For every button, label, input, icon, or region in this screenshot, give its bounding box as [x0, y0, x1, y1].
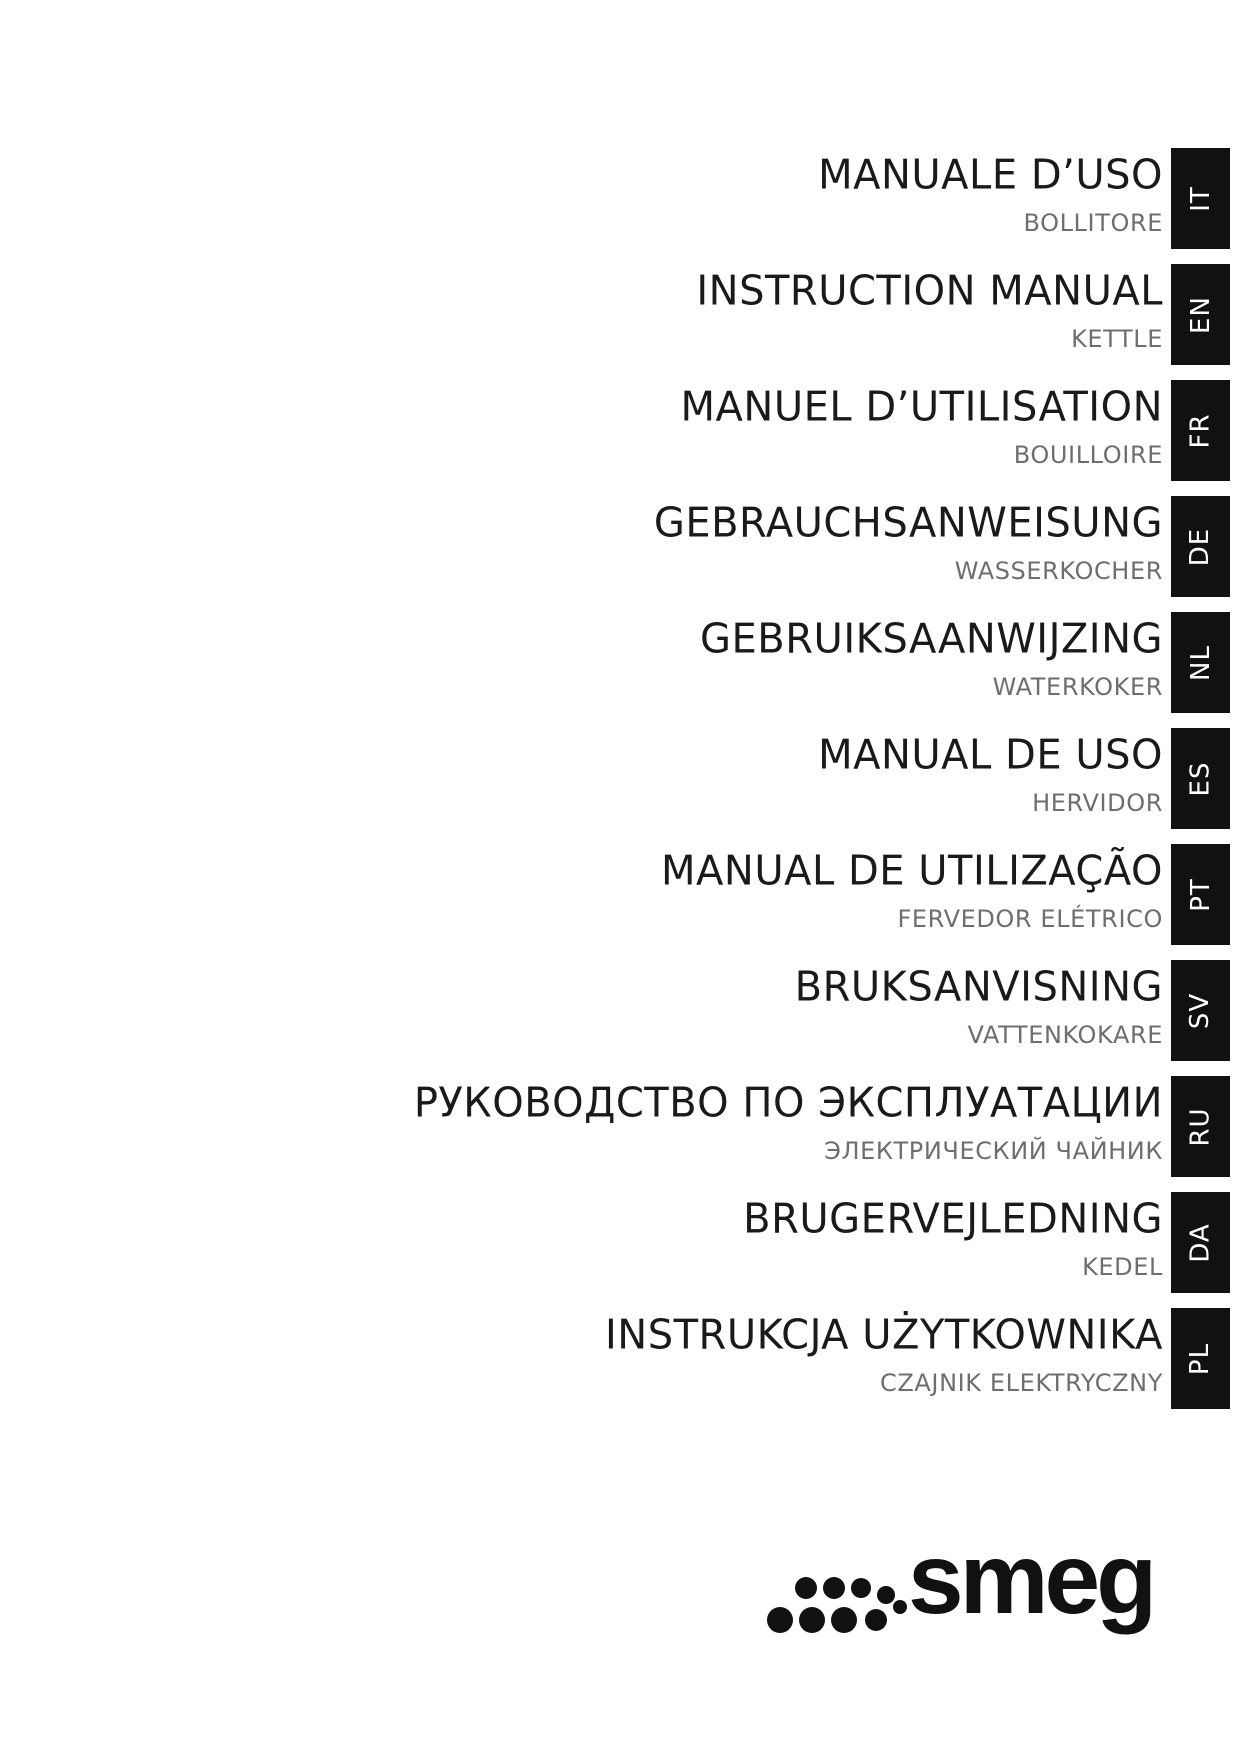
manual-title: GEBRAUCHSANWEISUNG [653, 499, 1163, 547]
section-ru [0, 1076, 1241, 1192]
product-name: ЭЛЕКТРИЧЕСКИЙ ЧАЙНИК [824, 1137, 1163, 1165]
product-name: CZAJNIK ELEKTRYCZNY [879, 1369, 1163, 1397]
language-tab-en [1171, 264, 1230, 365]
language-code: RU [1185, 1106, 1216, 1147]
product-name: VATTENKOKARE [967, 1021, 1163, 1049]
language-code: PL [1185, 1342, 1216, 1375]
section-de [0, 496, 1241, 612]
smeg-dots-icon [760, 1545, 910, 1655]
language-code: EN [1185, 295, 1216, 334]
language-tab-it [1171, 148, 1230, 249]
language-tab-de [1171, 496, 1230, 597]
manual-title: INSTRUCTION MANUAL [696, 267, 1163, 315]
product-name: KETTLE [1071, 325, 1163, 353]
section-fr [0, 380, 1241, 496]
language-tab-sv [1171, 960, 1230, 1061]
language-tab-pt [1171, 844, 1230, 945]
manual-title: INSTRUKCJA UŻYTKOWNIKA [605, 1311, 1163, 1359]
language-code: FR [1185, 412, 1216, 449]
section-en [0, 264, 1241, 380]
language-tab-es [1171, 728, 1230, 829]
product-name: HERVIDOR [1032, 789, 1163, 817]
smeg-logo [760, 1523, 1170, 1655]
language-tab-ru [1171, 1076, 1230, 1177]
product-name: BOUILLOIRE [1013, 441, 1163, 469]
language-code: PT [1185, 877, 1216, 912]
manual-title: MANUAL DE UTILIZAÇÃO [661, 847, 1163, 895]
language-tab-da [1171, 1192, 1230, 1293]
manual-title: MANUAL DE USO [818, 731, 1163, 779]
language-code: DE [1185, 527, 1216, 566]
language-code: NL [1185, 644, 1216, 681]
section-it [0, 148, 1241, 264]
manual-title: GEBRUIKSAANWIJZING [700, 615, 1163, 663]
section-sv [0, 960, 1241, 1076]
section-pt [0, 844, 1241, 960]
section-da [0, 1192, 1241, 1308]
product-name: WATERKOKER [992, 673, 1163, 701]
manual-title: BRUKSANVISNING [794, 963, 1163, 1011]
manual-language-list [0, 148, 1241, 1424]
product-name: FERVEDOR ELÉTRICO [897, 905, 1163, 933]
brand-wordmark: smeg [908, 1523, 1154, 1635]
product-name: BOLLITORE [1023, 209, 1163, 237]
language-code: IT [1185, 185, 1216, 212]
product-name: WASSERKOCHER [954, 557, 1163, 585]
manual-title: MANUEL D’UTILISATION [680, 383, 1163, 431]
language-code: DA [1185, 1222, 1216, 1263]
product-name: KEDEL [1082, 1253, 1163, 1281]
language-tab-fr [1171, 380, 1230, 481]
manual-title: РУКОВОДСТВО ПО ЭКСПЛУАТАЦИИ [413, 1079, 1163, 1127]
language-tab-nl [1171, 612, 1230, 713]
language-code: ES [1185, 761, 1216, 796]
language-tab-pl [1171, 1308, 1230, 1409]
language-code: SV [1185, 992, 1216, 1029]
section-nl [0, 612, 1241, 728]
manual-title: MANUALE D’USO [818, 151, 1163, 199]
section-es [0, 728, 1241, 844]
section-pl [0, 1308, 1241, 1424]
manual-title: BRUGERVEJLEDNING [743, 1195, 1163, 1243]
